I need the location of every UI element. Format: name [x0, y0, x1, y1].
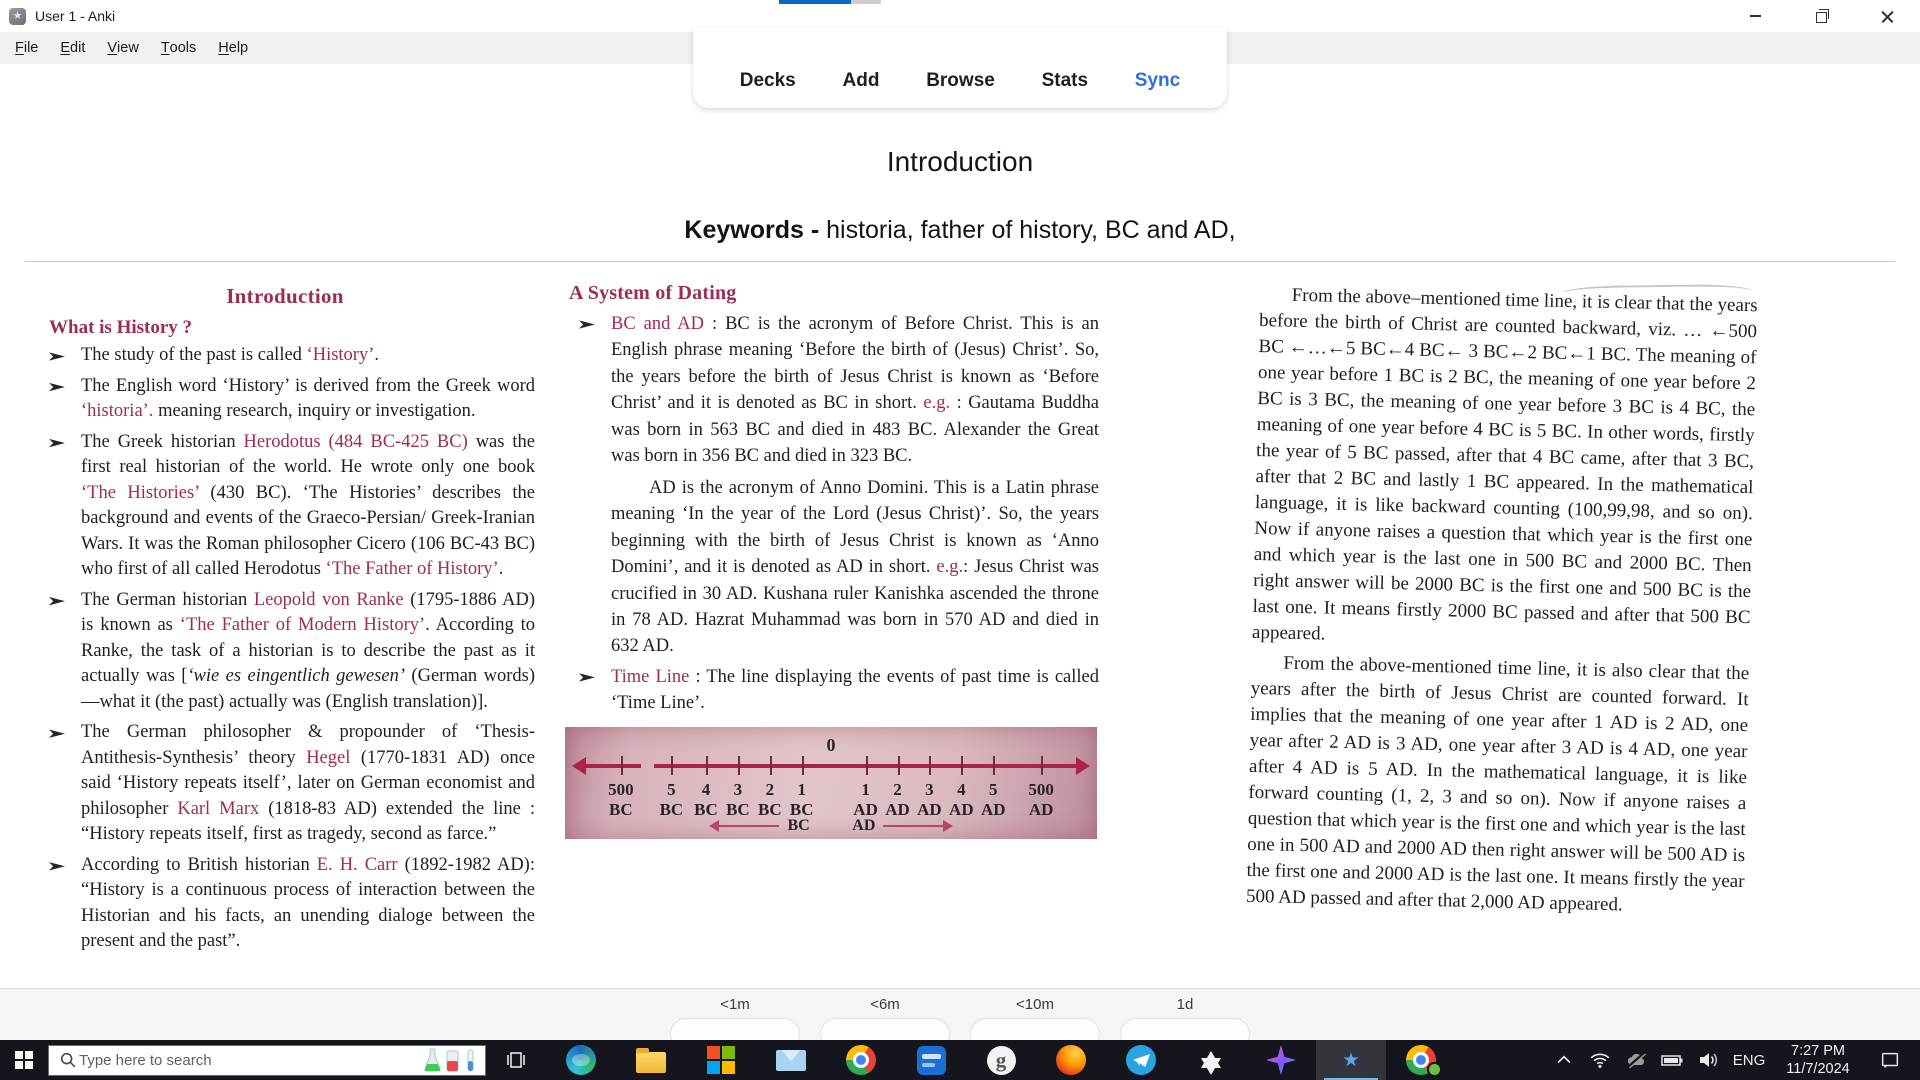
- answer-cell: [960, 989, 1110, 1041]
- chevron-up-icon: [1554, 1050, 1574, 1070]
- edge-icon: [566, 1045, 596, 1075]
- task-view-icon: [504, 1048, 528, 1072]
- taskbar-app-anki-active[interactable]: [1316, 1040, 1386, 1080]
- bullet-item: The German historian Leopold von Ranke (1795-1886 AD) is known as ‘The Father of Modern History’. According to Ranke, the task of a historian is to describe the past as it actually was [‘wie es eingentlich gewesen’ (German words)—what it (the past) actually was (English translation)].: [35, 588, 535, 716]
- arrow-right-icon: [943, 820, 959, 832]
- mail-icon: [776, 1050, 806, 1071]
- taskbar-app-chrome-alt[interactable]: [1386, 1040, 1456, 1080]
- start-button[interactable]: [0, 1040, 48, 1080]
- column-middle: [565, 282, 1099, 839]
- right-paragraphs: [1246, 282, 1758, 922]
- clock-date: 11/7/2024: [1786, 1061, 1850, 1077]
- bullet-arrow-icon: [49, 728, 65, 739]
- answer-cell: [810, 989, 960, 1041]
- clock-time: 7:27 PM: [1791, 1043, 1845, 1059]
- action-center-button[interactable]: [1864, 1040, 1916, 1080]
- close-icon: [1881, 10, 1894, 23]
- bullet-item: The English word ‘History’ is derived from the Greek word ‘historia’. meaning research, inquiry or investigation.: [35, 374, 535, 425]
- bullet-item: The study of the past is called ‘History’.: [35, 343, 535, 369]
- search-icon: [59, 1051, 77, 1069]
- answer-bar: [0, 988, 1920, 1041]
- menu-item-file[interactable]: F ile: [15, 40, 39, 56]
- column-left: [35, 282, 535, 960]
- language-indicator[interactable]: ENG: [1732, 1051, 1766, 1069]
- taskbar: [0, 1040, 1920, 1080]
- bullet-arrow-icon: [579, 672, 595, 683]
- onedrive-cloud-icon: [1624, 1049, 1648, 1071]
- toolbar-nav: [693, 28, 1227, 108]
- menu-item-tools[interactable]: T ools: [160, 40, 197, 56]
- restore-button[interactable]: [1788, 0, 1854, 32]
- bullet-item: The German philosopher & propounder of ‘Thesis-Antithesis-Synthesis’ theory Hegel (1770-1831 AD) once said ‘History repeats itself’, later on German economist and philosopher Karl Marx (1818-83 AD) extended the line : “History repeats itself, first as tragedy, second as farce.”: [35, 720, 535, 848]
- keywords-text: historia, father of history, BC and AD,: [819, 216, 1236, 244]
- answer-interval-label: <6m: [870, 996, 900, 1013]
- progress-bar-fill: [779, 0, 851, 4]
- bullet-bc-ad: [565, 311, 1099, 470]
- task-view-button[interactable]: [486, 1040, 546, 1080]
- taskbar-app-g[interactable]: [966, 1040, 1036, 1080]
- volume-icon: [1696, 1049, 1720, 1071]
- card-keywords: [0, 216, 1920, 245]
- photos-sparkle-icon: [1266, 1045, 1296, 1075]
- taskbar-app-chrome[interactable]: [826, 1040, 896, 1080]
- keywords-label: Keywords -: [684, 216, 820, 244]
- subheading-what-is-history: What is History ?: [49, 317, 193, 338]
- lab-flasks-icon: [424, 1048, 477, 1072]
- answer-cell: [660, 989, 810, 1041]
- scan-paragraph: From the above–mentioned time line, it is clear that the years before the birth of Christ are counted backward, viz. … ←500 BC ←…←5 BC←4 BC← 3 BC←2 BC←1 BC. The meaning of one year before 1 BC is 2 BC, the meaning of one year before 2 BC is 3 BC, the meaning of one year before 3 BC is 4 BC, the meaning of one year before 4 BC is 5 BC. In other words, firstly the year of 5 BC passed, after that 4 BC came, after that 3 BC, after that 2 BC and lastly 1 BC appeared. In the mathematical language, it is like backward counting (100,99,98, and so on). Now if anyone raises a question that which year is the first one and which year is the last one in 500 BC and 2000 BC. Then right answer will be 2000 BC is the first one and 500 BC is the last one. It means firstly 2000 BC passed and after that 500 BC appeared.: [1251, 284, 1758, 645]
- nav-decks[interactable]: Decks: [739, 70, 796, 91]
- taskbar-app-telegram[interactable]: [1106, 1040, 1176, 1080]
- minimize-icon: [1750, 15, 1761, 17]
- scan-paragraph: From the above-mentioned time line, it is also clear that the years after the birth of Jesus Christ are counted forward. It implies that the meaning of one year after 1 AD is 2 AD, one year after 2 AD is 3 AD, one year after 3 AD is 4 AD, one year after 4 AD is 5 AD. In the mathematical language, it is like forward counting (1, 2, 3 and so on). Now if anyone raises a question that which year is the first one and which year is the last one in 500 AD and 2000 AD then right answer will be 500 AD is the first one and 2000 AD is the last one. It means firstly the year 500 AD passed and after that 2,000 AD appeared.: [1245, 652, 1750, 916]
- menu-item-help[interactable]: H elp: [218, 40, 249, 56]
- timeline-ad-arrow: AD: [852, 817, 958, 835]
- timeline-figure: 0 500 BC 5 BC 4 BC 3 BC 2 BC 1 BC 1 AD 2 AD 3 AD 4 AD 5 AD 500 AD BC AD: [565, 727, 1097, 839]
- taskbar-app-file-explorer[interactable]: [616, 1040, 686, 1080]
- answer-interval-label: <1m: [720, 996, 750, 1013]
- bullet-item: Time Line : The line displaying the events of past time is called ‘Time Line’.: [565, 664, 1099, 717]
- window-title: User 1 - Anki: [35, 8, 116, 24]
- taskbar-search[interactable]: [48, 1045, 486, 1076]
- volume-tray-button[interactable]: [1690, 1040, 1726, 1080]
- wifi-tray-button[interactable]: [1582, 1040, 1618, 1080]
- taskbar-app-microsoft[interactable]: [686, 1040, 756, 1080]
- wifi-icon: [1589, 1049, 1611, 1071]
- bullet-item: The Greek historian Herodotus (484 BC-425 BC) was the first real historian of the world. He wrote only one book ‘The Histories’ (430 BC). ‘The Histories’ describes the background and events of the Graeco-Persian/ Greek-Iranian Wars. It was the Roman philosopher Cicero (106 BC-43 BC) who first of all called Herodotus ‘The Father of History’.: [35, 430, 535, 583]
- close-button[interactable]: [1854, 0, 1920, 32]
- bullet-time-line: [565, 664, 1099, 717]
- windows-logo-icon: [15, 1051, 33, 1069]
- anki-app-icon: ★: [9, 8, 26, 25]
- action-center-icon: [1879, 1049, 1901, 1071]
- bullet-arrow-icon: [49, 596, 65, 607]
- answer-interval-label: <10m: [1016, 996, 1054, 1013]
- taskbar-clock[interactable]: [1772, 1042, 1864, 1078]
- telegram-icon: [1126, 1045, 1156, 1075]
- bullet-arrow-icon: [49, 438, 65, 449]
- blue-app-icon: [917, 1046, 946, 1075]
- microsoft-icon: [707, 1046, 735, 1074]
- tray-expand-button[interactable]: [1546, 1040, 1582, 1080]
- taskbar-app-blue[interactable]: [896, 1040, 966, 1080]
- nav-browse[interactable]: Browse: [926, 70, 995, 91]
- bullet-arrow-icon: [49, 861, 65, 872]
- divider: [25, 261, 1895, 262]
- left-bullet-list: [35, 343, 535, 955]
- anki-icon: ★: [1337, 1046, 1366, 1075]
- taskbar-app-firefox[interactable]: [1036, 1040, 1106, 1080]
- bullet-item: According to British historian E. H. Carr (1892-1982 AD): “History is a continuous process of interaction between the Historian and his facts, an unending dialoge between the present and the past”.: [35, 853, 535, 955]
- answer-cell: [1110, 989, 1260, 1041]
- taskbar-app-edge[interactable]: [546, 1040, 616, 1080]
- system-tray: [1546, 1040, 1920, 1080]
- notification-dot: [1427, 1062, 1442, 1077]
- onedrive-tray-button[interactable]: [1618, 1040, 1654, 1080]
- bullet-item: BC and AD : BC is the acronym of Before Christ. This is an English phrase meaning ‘Before the birth of (Jesus) Christ’. So, the years before the birth of Jesus Christ is known as ‘Before Christ’ and it is denoted as BC in short. e.g. : Gautama Buddha was born in 563 BC and died in 483 BC. Alexander the Great was born in 356 BC and died in 323 BC.: [565, 311, 1099, 470]
- menu-item-edit[interactable]: E dit: [60, 40, 86, 56]
- taskbar-app-photos[interactable]: [1246, 1040, 1316, 1080]
- section-heading-dating: A System of Dating: [569, 282, 737, 304]
- paragraph-ad: AD is the acronym of Anno Domini. This is a Latin phrase meaning ‘In the year of the Lord (Jesus Christ)’. So, the years beginning with the birth of Jesus Christ is known as ‘Anno Domini’, and it is denoted as AD in short. e.g.: Jesus Christ was crucified in 30 AD. Kushana ruler Kanishka ascended the throne in 78 AD. Hazrat Muhammad was born in 570 AD and died in 632 AD.: [611, 477, 1099, 657]
- battery-tray-button[interactable]: [1654, 1040, 1690, 1080]
- progress-bar-track: [851, 0, 881, 4]
- chatgpt-icon: [1196, 1045, 1226, 1075]
- timeline-zero-label: 0: [826, 734, 836, 755]
- card-title: Introduction: [886, 146, 1034, 177]
- answer-interval-label: 1d: [1176, 996, 1194, 1013]
- timeline-bc-arrow: BC: [703, 817, 809, 835]
- file-explorer-icon: [636, 1052, 666, 1073]
- minimize-button[interactable]: [1722, 0, 1788, 32]
- section-heading-introduction: Introduction: [226, 284, 344, 308]
- taskbar-app-chatgpt[interactable]: [1176, 1040, 1246, 1080]
- chrome-icon: [846, 1045, 876, 1075]
- bullet-arrow-icon: [49, 382, 65, 393]
- battery-icon: [1660, 1049, 1684, 1071]
- nav-stats[interactable]: Stats: [1041, 70, 1089, 91]
- bullet-arrow-icon: [49, 351, 65, 362]
- nav-sync[interactable]: Sync: [1134, 70, 1181, 91]
- firefox-icon: [1056, 1045, 1086, 1075]
- nav-add[interactable]: Add: [842, 70, 880, 91]
- menu-item-view[interactable]: V iew: [107, 40, 139, 56]
- arrow-left-icon: [703, 820, 719, 832]
- bullet-arrow-icon: [579, 319, 595, 330]
- g-app-icon: g: [987, 1046, 1016, 1075]
- taskbar-app-mail[interactable]: [756, 1040, 826, 1080]
- column-right: [1246, 282, 1758, 926]
- search-input[interactable]: [77, 1051, 424, 1070]
- restore-icon: [1816, 12, 1827, 23]
